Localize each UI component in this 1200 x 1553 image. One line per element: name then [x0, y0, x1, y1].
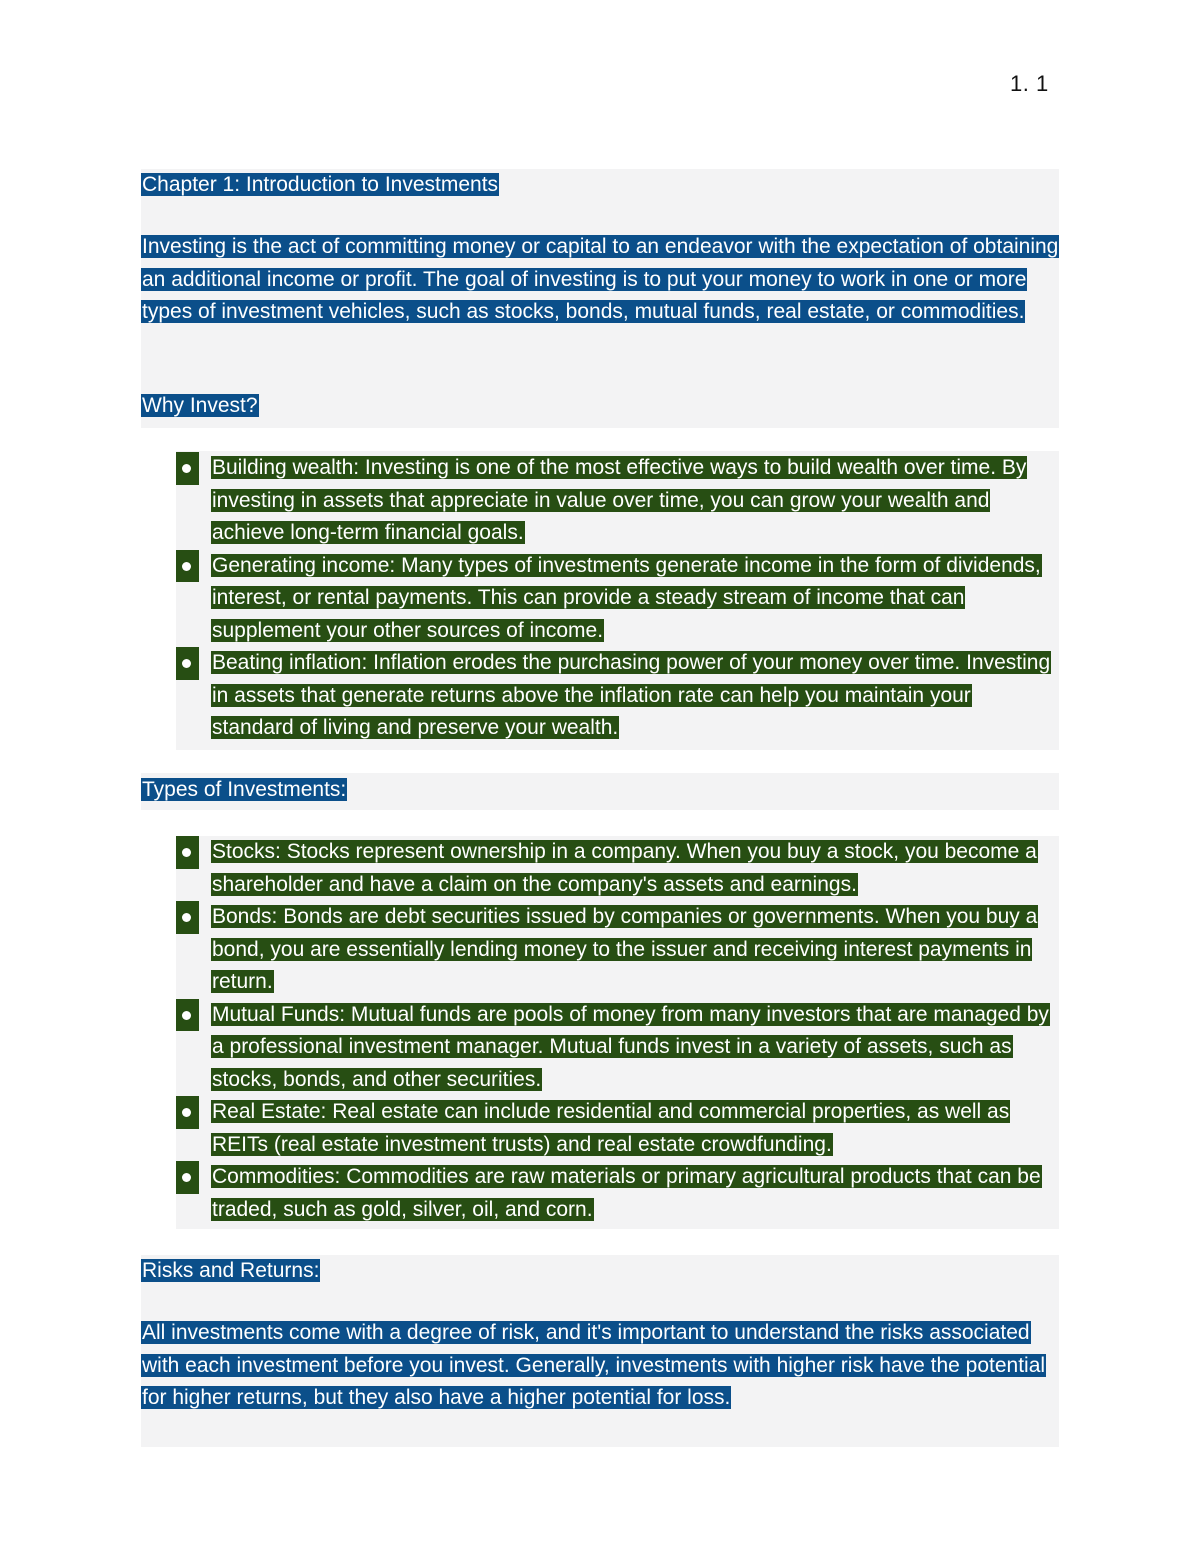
list-item: [176, 836, 1056, 901]
bullet-icon: [176, 999, 199, 1032]
bullet-icon: [176, 901, 199, 934]
bullet-icon: [176, 647, 199, 680]
list-item: [176, 1161, 1056, 1226]
list-item: [176, 1096, 1056, 1161]
list-item: [176, 647, 1056, 745]
bullet-icon: [176, 1161, 199, 1194]
risks-paragraph-text: All investments come with a degree of risk, and it's important to understand the risks associated with each investment before you invest. Generally, investments with higher risk have the potential for higher returns, but they also have a higher potential for loss.: [142, 1321, 1046, 1409]
bullet-icon: [176, 550, 199, 583]
list-item: [176, 452, 1056, 550]
list-item-text: Real Estate: Real estate can include residential and commercial properties, as well as REITs (real estate investment trusts) and real estate crowdfunding.: [212, 1100, 1010, 1156]
intro-paragraph: [141, 231, 1059, 329]
risks-paragraph: [141, 1317, 1059, 1415]
list-item-text: Mutual Funds: Mutual funds are pools of money from many investors that are managed by a professional investment manager. Mutual funds invest in a variety of assets, such as stocks, bonds, and other securities.: [212, 1002, 1049, 1091]
chapter-title: [141, 169, 1059, 202]
list-item-text: Beating inflation: Inflation erodes the purchasing power of your money over time. Investing in assets that generate returns above the inflation rate can help you maintain your standard of living and preserve your wealth.: [212, 651, 1051, 739]
list-item-text: Generating income: Many types of investments generate income in the form of dividends, interest, or rental payments. This can provide a steady stream of income that can supplement your other sources of income.: [212, 553, 1041, 642]
page-number: 1. 1: [1010, 71, 1049, 96]
bullet-icon: [176, 836, 199, 869]
list-item: [176, 550, 1056, 648]
types-list: [176, 836, 1056, 1226]
list-item-text: Bonds: Bonds are debt securities issued by companies or governments. When you buy a bond, you are essentially lending money to the issuer and receiving interest payments in return.: [212, 905, 1038, 993]
why-invest-heading: [141, 390, 1059, 423]
list-item: [176, 901, 1056, 999]
list-item-text: Commodities: Commodities are raw materials or primary agricultural products that can be traded, such as gold, silver, oil, and corn.: [212, 1165, 1041, 1221]
list-item: [176, 999, 1056, 1097]
risks-heading: [141, 1255, 1059, 1288]
bullet-icon: [176, 1096, 199, 1129]
bullet-icon: [176, 452, 199, 485]
list-item-text: Building wealth: Investing is one of the most effective ways to build wealth over time. By investing in assets that appreciate in value over time, you can grow your wealth and achieve long-term financial goals.: [212, 456, 1027, 544]
why-invest-heading-text: Why Invest?: [142, 394, 258, 417]
why-invest-list: [176, 452, 1056, 745]
risks-heading-text: Risks and Returns:: [142, 1259, 320, 1282]
list-item-text: Stocks: Stocks represent ownership in a company. When you buy a stock, you become a shareholder and have a claim on the company's assets and earnings.: [212, 840, 1037, 896]
types-heading: [141, 774, 1059, 807]
types-heading-text: Types of Investments:: [142, 778, 347, 801]
intro-paragraph-text: Investing is the act of committing money or capital to an endeavor with the expectation of obtaining an additional income or profit. The goal of investing is to put your money to work in one or more types of investment vehicles, such as stocks, bonds, mutual funds, real estate, or commodities.: [142, 235, 1059, 323]
chapter-title-text: Chapter 1: Introduction to Investments: [142, 173, 499, 196]
